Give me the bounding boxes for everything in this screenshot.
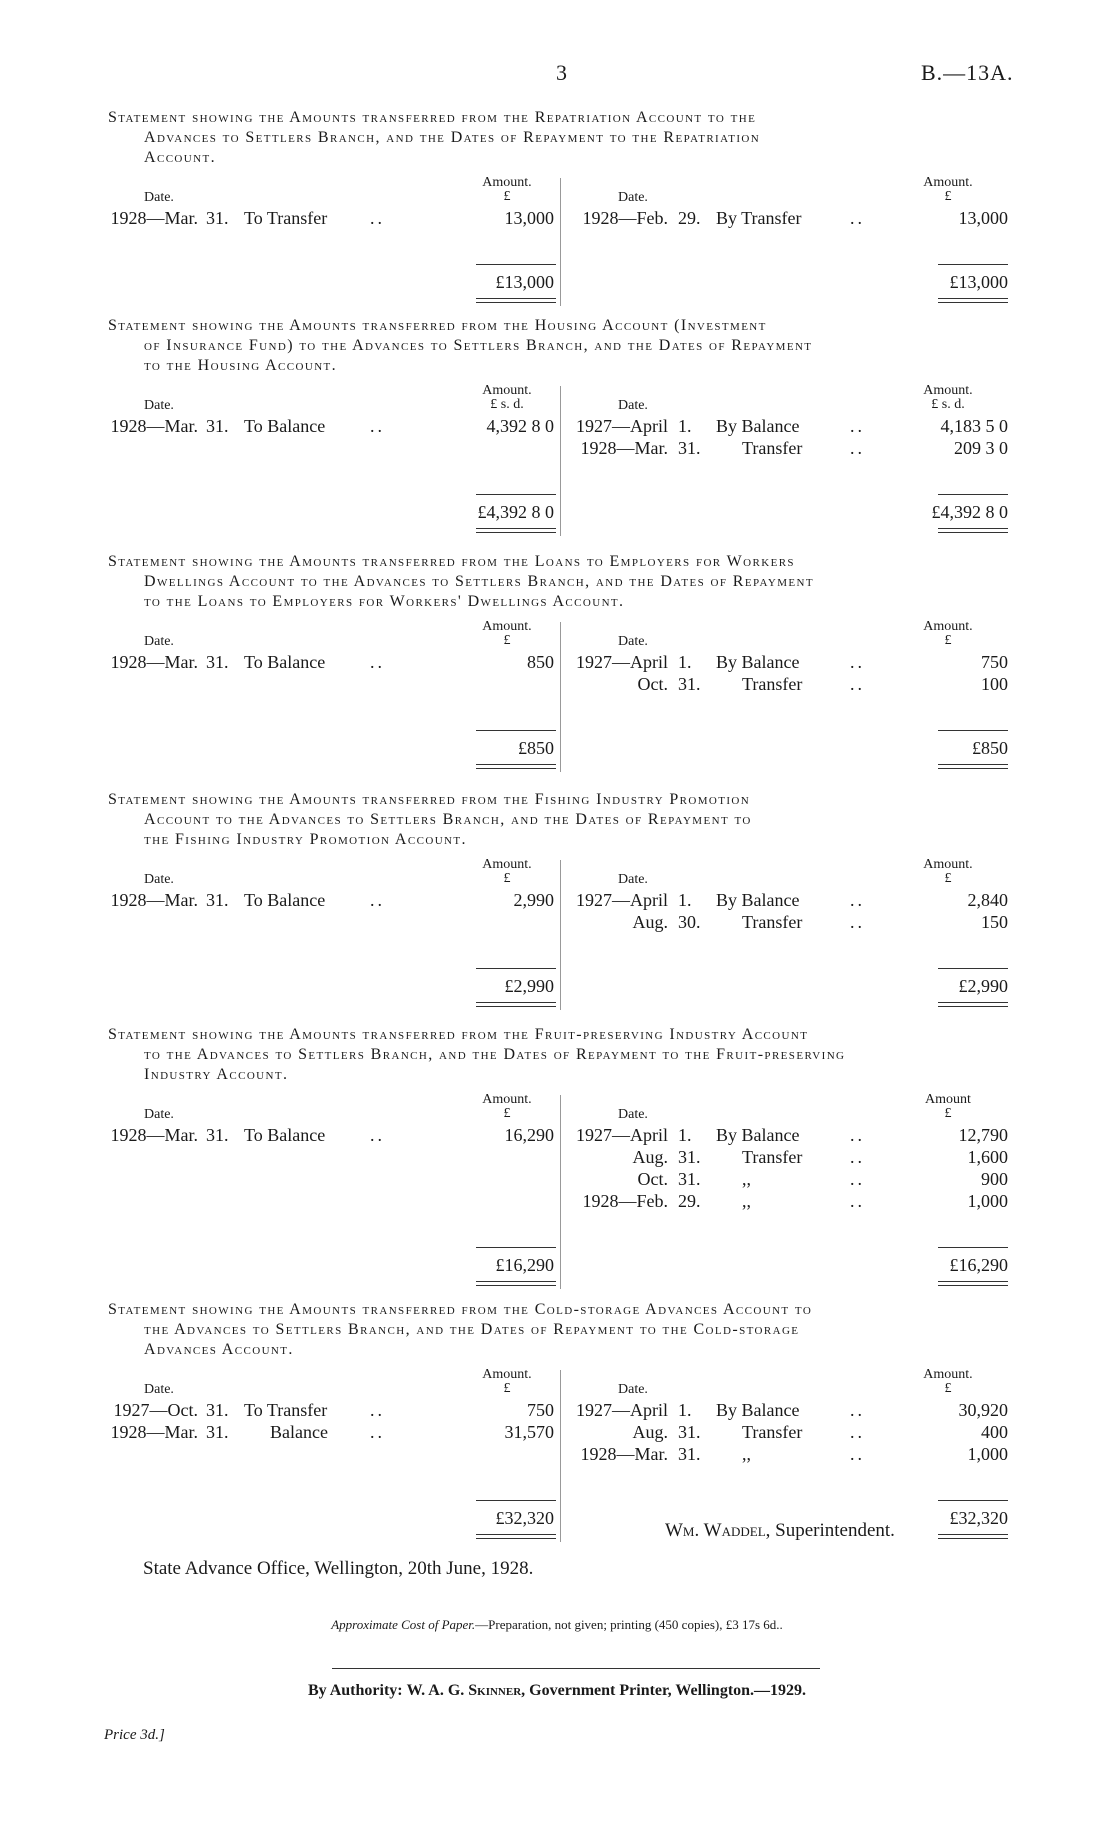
right-row-day: 30. <box>678 912 701 932</box>
statement-title-line: to the Advances to Settlers Branch, and the Dates of Repayment to the Fruit-preserving <box>144 1046 846 1063</box>
right-date-header: Date. <box>618 634 648 649</box>
right-row-dots: .. <box>850 208 865 228</box>
left-amount-unit: £ <box>503 189 511 204</box>
right-amount-unit: £ <box>944 1381 952 1396</box>
right-amount-unit: £ s. d. <box>931 397 965 412</box>
left-row-day: 31. <box>206 1400 229 1420</box>
right-date-header: Date. <box>618 398 648 413</box>
left-row-year: 1928—Mar. <box>110 652 198 672</box>
left-total-double-rule <box>476 1534 556 1539</box>
right-row-dots: .. <box>850 438 865 458</box>
right-row-desc: By Balance <box>716 416 800 436</box>
statement-title <box>108 108 1008 168</box>
authority-rule <box>332 1668 820 1669</box>
right-ledger-row <box>108 890 1008 912</box>
right-row-day: 31. <box>678 1147 701 1167</box>
right-amount-label: Amount. <box>923 619 973 634</box>
right-row-year: 1927—April <box>576 1125 668 1145</box>
left-amount-unit: £ <box>503 1381 511 1396</box>
left-row-desc: To Transfer <box>244 1400 328 1420</box>
ledger <box>108 384 1008 536</box>
right-row-year: 1927—April <box>576 416 668 436</box>
right-row-day: 1. <box>678 652 692 672</box>
document-reference: B.—13A. <box>921 60 1014 85</box>
right-row-amount: 12,790 <box>958 1125 1008 1145</box>
right-total: £16,290 <box>949 1255 1008 1275</box>
right-row-amount: 1,000 <box>967 1191 1008 1211</box>
statement-title <box>108 316 1008 376</box>
left-row-day: 31. <box>206 890 229 910</box>
ledger <box>108 620 1008 772</box>
left-total-rule <box>476 494 556 495</box>
left-row-desc: Balance <box>270 1422 328 1442</box>
right-row-amount: 900 <box>981 1169 1008 1189</box>
right-row-desc: By Balance <box>716 1400 800 1420</box>
right-date-header: Date. <box>618 190 648 205</box>
left-amount-label: Amount. <box>482 383 532 398</box>
right-date-header: Date. <box>618 1382 648 1397</box>
left-total: £32,320 <box>495 1508 554 1528</box>
right-row-dots: .. <box>850 1147 865 1167</box>
page-number: 3 <box>556 60 567 85</box>
ledger <box>108 858 1008 1010</box>
right-total-double-rule <box>938 298 1008 303</box>
left-amount-label: Amount. <box>482 1367 532 1382</box>
left-row-amount: 31,570 <box>504 1422 554 1442</box>
left-total-rule <box>476 264 556 265</box>
right-total-double-rule <box>938 528 1008 533</box>
right-row-dots: .. <box>850 912 865 932</box>
left-date-header: Date. <box>144 1107 174 1122</box>
left-date-header: Date. <box>144 872 174 887</box>
statement <box>108 552 1008 772</box>
left-row-year: 1927—Oct. <box>113 1400 198 1420</box>
right-row-day: 31. <box>678 1422 701 1442</box>
left-amount-header <box>452 1368 562 1396</box>
left-amount-header <box>452 384 562 412</box>
left-total-double-rule <box>476 528 556 533</box>
right-row-day: 31. <box>678 438 701 458</box>
ledger <box>108 176 1008 306</box>
left-row-amount: 750 <box>527 1400 554 1420</box>
right-ledger-row <box>108 912 1008 934</box>
statement <box>108 1300 1008 1542</box>
right-ledger-row <box>108 1147 1008 1169</box>
left-amount-unit: £ <box>503 1106 511 1121</box>
right-row-day: 1. <box>678 1125 692 1145</box>
right-row-amount: 13,000 <box>958 208 1008 228</box>
statement-title-line: Account to the Advances to Settlers Branch, and the Dates of Repayment to <box>144 811 752 828</box>
statement-title <box>108 1025 1008 1085</box>
left-amount-header <box>452 858 562 886</box>
left-amount-label: Amount. <box>482 1092 532 1107</box>
right-amount-header <box>888 384 1008 412</box>
left-amount-header <box>452 1093 562 1121</box>
right-row-amount: 30,920 <box>958 1400 1008 1420</box>
left-row-year: 1928—Mar. <box>110 208 198 228</box>
left-amount-unit: £ <box>503 633 511 648</box>
left-amount-unit: £ s. d. <box>490 397 524 412</box>
right-row-day: 31. <box>678 674 701 694</box>
right-row-year: Aug. <box>632 912 668 932</box>
statement-title-line: Statement showing the Amounts transferred from the Repatriation Account to the <box>108 109 757 126</box>
statement-title-line: Account. <box>144 149 216 166</box>
left-total: £13,000 <box>495 272 554 292</box>
price: Price 3d.] <box>104 1727 165 1743</box>
statement-title-line: Statement showing the Amounts transferred from the Cold-storage Advances Account to <box>108 1301 813 1318</box>
right-total-rule <box>938 264 1008 265</box>
right-row-day: 31. <box>678 1169 701 1189</box>
statement-title-line: Statement showing the Amounts transferred from the Loans to Employers for Workers <box>108 553 795 570</box>
left-total: £4,392 8 0 <box>477 502 554 522</box>
right-amount-unit: £ <box>944 1106 952 1121</box>
right-total-double-rule <box>938 1002 1008 1007</box>
authority-label: By Authority: <box>307 1682 403 1699</box>
left-row-amount: 4,392 8 0 <box>486 416 554 436</box>
right-total-rule <box>938 1500 1008 1501</box>
right-ledger-row <box>108 1125 1008 1147</box>
signature <box>665 1520 895 1542</box>
right-ledger-row <box>108 416 1008 438</box>
signature-title: Superintendent. <box>775 1520 895 1541</box>
right-ledger-row <box>108 1169 1008 1191</box>
left-row-year: 1928—Mar. <box>110 890 198 910</box>
left-row-desc: To Balance <box>244 652 326 672</box>
right-ledger-row <box>108 1400 1008 1422</box>
right-amount-label: Amount. <box>923 383 973 398</box>
left-row-desc: To Balance <box>244 1125 326 1145</box>
right-ledger-row <box>108 1191 1008 1213</box>
right-row-year: 1928—Mar. <box>580 438 668 458</box>
right-total: £13,000 <box>949 272 1008 292</box>
statement-title-line: Statement showing the Amounts transferred from the Fruit-preserving Industry Account <box>108 1026 809 1043</box>
right-amount-label: Amount. <box>923 175 973 190</box>
right-amount-label: Amount. <box>923 1367 973 1382</box>
right-amount-label: Amount. <box>923 857 973 872</box>
right-amount-header <box>888 176 1008 204</box>
left-total-double-rule <box>476 1281 556 1286</box>
right-row-dots: .. <box>850 1169 865 1189</box>
right-ledger-row <box>108 674 1008 696</box>
left-amount-header <box>452 620 562 648</box>
left-amount-label: Amount. <box>482 857 532 872</box>
left-row-amount: 13,000 <box>504 208 554 228</box>
right-amount-label: Amount <box>925 1092 971 1107</box>
right-row-amount: 750 <box>981 652 1008 672</box>
right-amount-unit: £ <box>944 189 952 204</box>
cost-note <box>0 1617 1114 1633</box>
statement-title-line: Advances Account. <box>144 1341 294 1358</box>
right-row-day: 1. <box>678 890 692 910</box>
right-row-dots: .. <box>850 1444 865 1464</box>
statement-title <box>108 1300 1008 1360</box>
statement <box>108 1025 1008 1289</box>
statement-title-line: Statement showing the Amounts transferred from the Housing Account (Investment <box>108 317 767 334</box>
right-row-desc: Transfer <box>742 912 803 932</box>
right-row-amount: 1,600 <box>967 1147 1008 1167</box>
right-total-rule <box>938 968 1008 969</box>
right-row-year: 1928—Mar. <box>580 1444 668 1464</box>
left-row-amount: 2,990 <box>513 890 554 910</box>
statement-title-line: to the Loans to Employers for Workers' Dwellings Account. <box>144 593 625 610</box>
right-total: £850 <box>972 738 1008 758</box>
right-row-year: Oct. <box>637 674 668 694</box>
authority-line <box>0 1682 1114 1700</box>
left-row-dots: .. <box>370 1422 385 1442</box>
right-row-dots: .. <box>850 1125 865 1145</box>
right-ledger-row <box>108 1422 1008 1444</box>
right-total-rule <box>938 1247 1008 1248</box>
left-amount-header <box>452 176 562 204</box>
left-date-header: Date. <box>144 634 174 649</box>
left-row-dots: .. <box>370 1400 385 1420</box>
ledger <box>108 1368 1008 1542</box>
right-row-dots: .. <box>850 890 865 910</box>
right-row-desc: ,, <box>742 1169 751 1189</box>
right-row-day: 1. <box>678 416 692 436</box>
right-total-double-rule <box>938 764 1008 769</box>
left-row-day: 31. <box>206 1422 229 1442</box>
right-amount-header <box>888 620 1008 648</box>
left-total: £16,290 <box>495 1255 554 1275</box>
right-row-amount: 4,183 5 0 <box>940 416 1008 436</box>
right-row-year: Oct. <box>637 1169 668 1189</box>
left-amount-label: Amount. <box>482 619 532 634</box>
left-row-dots: .. <box>370 208 385 228</box>
left-total: £2,990 <box>504 976 554 996</box>
right-total-rule <box>938 494 1008 495</box>
left-date-header: Date. <box>144 1382 174 1397</box>
left-total-double-rule <box>476 298 556 303</box>
right-row-day: 31. <box>678 1444 701 1464</box>
left-row-dots: .. <box>370 890 385 910</box>
statement-title-line: Statement showing the Amounts transferred from the Fishing Industry Promotion <box>108 791 751 808</box>
left-date-header: Date. <box>144 398 174 413</box>
left-row-year: 1928—Mar. <box>110 416 198 436</box>
right-row-dots: .. <box>850 1191 865 1211</box>
statement <box>108 108 1008 306</box>
right-row-amount: 1,000 <box>967 1444 1008 1464</box>
right-row-amount: 400 <box>981 1422 1008 1442</box>
right-total-rule <box>938 730 1008 731</box>
right-row-year: Aug. <box>632 1422 668 1442</box>
right-total-double-rule <box>938 1534 1008 1539</box>
right-row-day: 29. <box>678 1191 701 1211</box>
right-row-amount: 150 <box>981 912 1008 932</box>
authority-name: W. A. G. Skinner, <box>406 1682 526 1699</box>
right-ledger-row <box>108 208 1008 230</box>
statement-title <box>108 552 1008 612</box>
right-row-year: 1928—Feb. <box>582 208 668 228</box>
right-amount-header <box>888 1368 1008 1396</box>
statement-title <box>108 790 1008 850</box>
right-amount-unit: £ <box>944 871 952 886</box>
left-row-dots: .. <box>370 416 385 436</box>
right-row-desc: ,, <box>742 1444 751 1464</box>
right-amount-header <box>888 1093 1008 1121</box>
right-row-desc: ,, <box>742 1191 751 1211</box>
right-row-dots: .. <box>850 416 865 436</box>
left-amount-label: Amount. <box>482 175 532 190</box>
left-row-amount: 850 <box>527 652 554 672</box>
right-row-amount: 100 <box>981 674 1008 694</box>
right-amount-header <box>888 858 1008 886</box>
left-row-day: 31. <box>206 208 229 228</box>
right-row-dots: .. <box>850 674 865 694</box>
right-row-desc: Transfer <box>742 674 803 694</box>
right-row-desc: Transfer <box>742 1422 803 1442</box>
left-row-desc: To Transfer <box>244 208 328 228</box>
left-row-day: 31. <box>206 1125 229 1145</box>
left-row-amount: 16,290 <box>504 1125 554 1145</box>
right-ledger-row <box>108 652 1008 674</box>
right-total: £4,392 8 0 <box>931 502 1008 522</box>
left-total-rule <box>476 968 556 969</box>
left-date-header: Date. <box>144 190 174 205</box>
right-ledger-row <box>108 1444 1008 1466</box>
right-row-dots: .. <box>850 1400 865 1420</box>
right-date-header: Date. <box>618 872 648 887</box>
right-row-desc: By Balance <box>716 890 800 910</box>
left-row-day: 31. <box>206 652 229 672</box>
right-total: £32,320 <box>949 1508 1008 1528</box>
right-row-year: Aug. <box>632 1147 668 1167</box>
authority-text: Government Printer, Wellington.—1929. <box>529 1682 807 1699</box>
right-row-amount: 2,840 <box>967 890 1008 910</box>
left-row-desc: To Balance <box>244 416 326 436</box>
right-ledger-row <box>108 438 1008 460</box>
statement-title-line: Industry Account. <box>144 1066 289 1083</box>
statement <box>108 316 1008 536</box>
statement-title-line: to the Housing Account. <box>144 357 338 374</box>
left-total: £850 <box>518 738 554 758</box>
left-row-year: 1928—Mar. <box>110 1125 198 1145</box>
right-row-day: 29. <box>678 208 701 228</box>
statement-title-line: of Insurance Fund) to the Advances to Settlers Branch, and the Dates of Repayment <box>144 337 813 354</box>
right-row-year: 1927—April <box>576 1400 668 1420</box>
right-row-year: 1927—April <box>576 652 668 672</box>
left-row-day: 31. <box>206 416 229 436</box>
right-row-desc: Transfer <box>742 1147 803 1167</box>
right-row-year: 1927—April <box>576 890 668 910</box>
right-amount-unit: £ <box>944 633 952 648</box>
left-total-rule <box>476 730 556 731</box>
left-row-desc: To Balance <box>244 890 326 910</box>
right-row-dots: .. <box>850 652 865 672</box>
left-total-double-rule <box>476 1002 556 1007</box>
statement <box>108 790 1008 1010</box>
office-line: State Advance Office, Wellington, 20th June, 1928. <box>143 1558 534 1579</box>
left-total-rule <box>476 1500 556 1501</box>
ledger <box>108 1093 1008 1289</box>
right-total: £2,990 <box>958 976 1008 996</box>
left-amount-unit: £ <box>503 871 511 886</box>
right-row-desc: Transfer <box>742 438 803 458</box>
right-row-desc: By Balance <box>716 652 800 672</box>
right-row-day: 1. <box>678 1400 692 1420</box>
cost-text: —Preparation, not given; printing (450 copies), £3 17s 6d.. <box>475 1617 783 1632</box>
statement-title-line: Dwellings Account to the Advances to Settlers Branch, and the Dates of Repayment <box>144 573 814 590</box>
left-total-double-rule <box>476 764 556 769</box>
signature-name: Wm. Waddel, <box>665 1520 771 1541</box>
left-row-dots: .. <box>370 1125 385 1145</box>
right-row-desc: By Balance <box>716 1125 800 1145</box>
right-row-desc: By Transfer <box>716 208 802 228</box>
cost-label: Approximate Cost of Paper. <box>331 1617 476 1632</box>
left-row-year: 1928—Mar. <box>110 1422 198 1442</box>
left-total-rule <box>476 1247 556 1248</box>
statement-title-line: the Advances to Settlers Branch, and the Dates of Repayment to the Cold-storage <box>144 1321 800 1338</box>
statement-title-line: the Fishing Industry Promotion Account. <box>144 831 467 848</box>
right-date-header: Date. <box>618 1107 648 1122</box>
right-row-amount: 209 3 0 <box>954 438 1008 458</box>
left-row-dots: .. <box>370 652 385 672</box>
statement-title-line: Advances to Settlers Branch, and the Dates of Repayment to the Repatriation <box>144 129 761 146</box>
right-row-dots: .. <box>850 1422 865 1442</box>
right-row-year: 1928—Feb. <box>582 1191 668 1211</box>
right-total-double-rule <box>938 1281 1008 1286</box>
